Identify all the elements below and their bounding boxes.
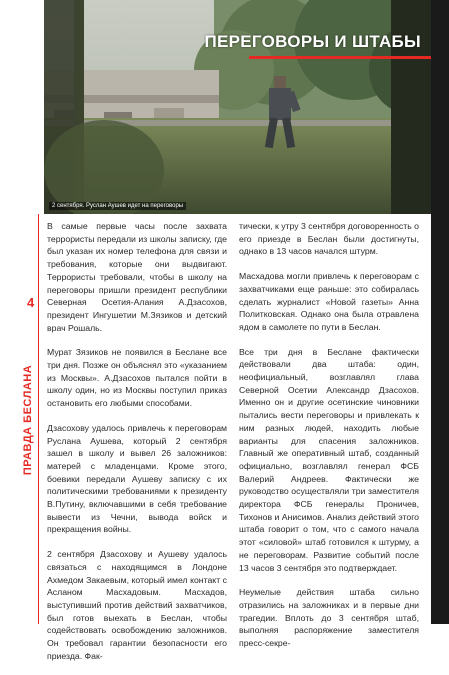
headline-underline bbox=[249, 56, 431, 59]
sidebar bbox=[0, 0, 44, 624]
article-headline: ПЕРЕГОВОРЫ И ШТАБЫ bbox=[204, 32, 421, 51]
page-number: 4 bbox=[27, 295, 35, 310]
paragraph: Неумелые действия штаба сильно отразились на заложниках и в первые дни трагедии. Вплоть до 3 сентября штаб, выполняя распоряжение заместителя пресс-секре- bbox=[239, 587, 419, 649]
article-column-right bbox=[239, 220, 419, 662]
paragraph: Дзасохову удалось привлечь к переговорам Руслана Аушева, который 2 сентября зашел в школу и вывел 26 заложников: матерей с младенцами. Кроме этого, боевики передали Аушеву записку с их политическими требованиями к президенту В.Путину, включавшими в себя требование вывести из Чечни, вывода войск и прекращения войны. bbox=[47, 422, 227, 535]
section-title: ПРАВДА БЕСЛАНА bbox=[22, 364, 34, 476]
article-column-left bbox=[47, 220, 227, 675]
paragraph: Масхадова могли привлечь к переговорам с захватчиками еще раньше: это собиралась сделать журналист «Новой газеты» Анна Политковская. Однако она была отравлена ядом в самолете по пути в Беслан. bbox=[239, 271, 419, 332]
article-photo bbox=[44, 0, 431, 214]
paragraph: тически, к утру 3 сентября договоренность о его приезде в Беслан были достигнуты, однако в 13 часов начался штурм. bbox=[239, 221, 420, 257]
paragraph: В самые первые часы после захвата террористы передали из школы записку, где был указан их номер телефона для связи и требования, которые они выдвигают. Террористы требовали, чтобы в школу на переговоры пришли президент республики Северная Осетия-Алания А.Дзасохов, президент Ингушетии М.Зязиков и детский врач Рошаль. bbox=[47, 221, 227, 333]
photo-caption: 2 сентября. Руслан Аушев идет на переговоры bbox=[49, 202, 186, 210]
paragraph: Все три дня в Беслане фактически действовали два штаба: один, неофициальный, возглавлял глава Северной Осетии Александр Дзасохов. Именно он и другие осетинские чиновники пытались вести переговоры и привлекать к ним разных людей, находить любые варианты для спасения заложников. Главный же оперативный штаб, созданный официально, возглавлял генерал ФСБ Валерий Андреев. Фактически же руководство осуществляли три заместителя директора ФСБ генералы Проничев, Тихонов и Анисимов. Анализ действий этого штаба говорит о том, что с самого начала этот «силовой» штаб готовился к штурму, а не переговорам. Развитие событий после 13 часов 3 сентября это подтверждает. bbox=[239, 346, 419, 573]
sidebar-divider bbox=[38, 214, 39, 624]
paragraph: Мурат Зязиков не появился в Беслане все три дня. Позже он объяснял это «указанием из Москвы». А.Дзасохов пытался пойти в школу один, но из Москвы поступил приказ остановить его любыми способами. bbox=[47, 347, 227, 409]
page-edge-bar bbox=[431, 0, 449, 624]
paragraph: 2 сентября Дзасохову и Аушеву удалось связаться с находящимся в Лондоне Ахмедом Закаевым, который имел контакт с Асланом Масхадовым. Масхадов, выступивший против действий захватчиков, был готов выехать в Беслан, чтобы содействовать освобождению заложников. Он требовал гарантии безопасности его приезда. Фак- bbox=[47, 549, 227, 661]
